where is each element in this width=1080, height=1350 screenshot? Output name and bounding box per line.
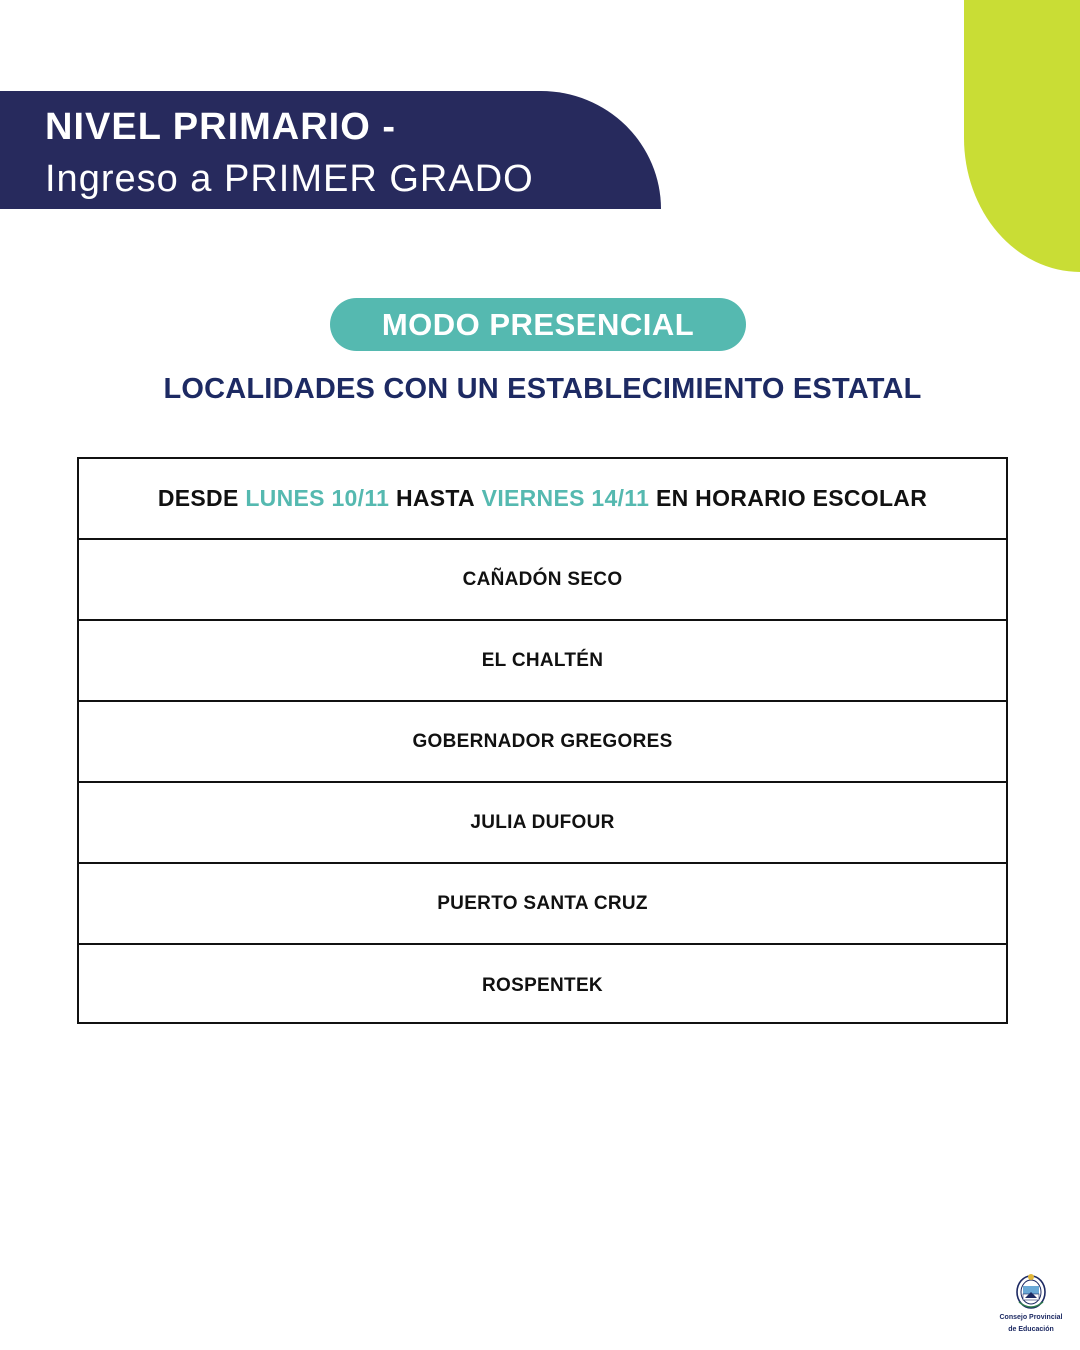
table-row <box>79 621 1006 702</box>
table-row <box>79 945 1006 1026</box>
locality-name: EL CHALTÉN <box>481 649 604 671</box>
locality-name: ROSPENTEK <box>482 974 603 996</box>
organization-logo <box>996 1272 1066 1334</box>
table-row <box>79 702 1006 783</box>
page-subtitle: Ingreso a PRIMER GRADO <box>45 158 534 200</box>
locality-name: CAÑADÓN SECO <box>462 568 623 590</box>
table-row <box>79 540 1006 621</box>
header-suffix: EN HORARIO ESCOLAR <box>655 485 928 511</box>
header-start-date: LUNES 10/11 <box>245 485 390 511</box>
locality-name: GOBERNADOR GREGORES <box>412 730 673 752</box>
locality-name: JULIA DUFOUR <box>470 811 615 833</box>
section-heading: LOCALIDADES CON UN ESTABLECIMIENTO ESTATAL <box>163 373 922 405</box>
header-end-date: VIERNES 14/11 <box>481 485 650 511</box>
localities-table <box>77 457 1008 1024</box>
table-row <box>79 783 1006 864</box>
logo-line2: de Educación <box>1008 1326 1054 1333</box>
provincial-seal-icon <box>1015 1272 1047 1310</box>
table-header-row <box>79 459 1006 540</box>
logo-line1: Consejo Provincial <box>999 1314 1063 1321</box>
lime-corner-decoration <box>964 0 1080 272</box>
header-desde: DESDE <box>157 485 239 511</box>
table-row <box>79 864 1006 945</box>
mode-badge: MODO PRESENCIAL <box>330 298 746 351</box>
locality-name: PUERTO SANTA CRUZ <box>437 892 648 914</box>
page-title: NIVEL PRIMARIO - <box>45 106 396 148</box>
header-hasta: HASTA <box>395 485 475 511</box>
